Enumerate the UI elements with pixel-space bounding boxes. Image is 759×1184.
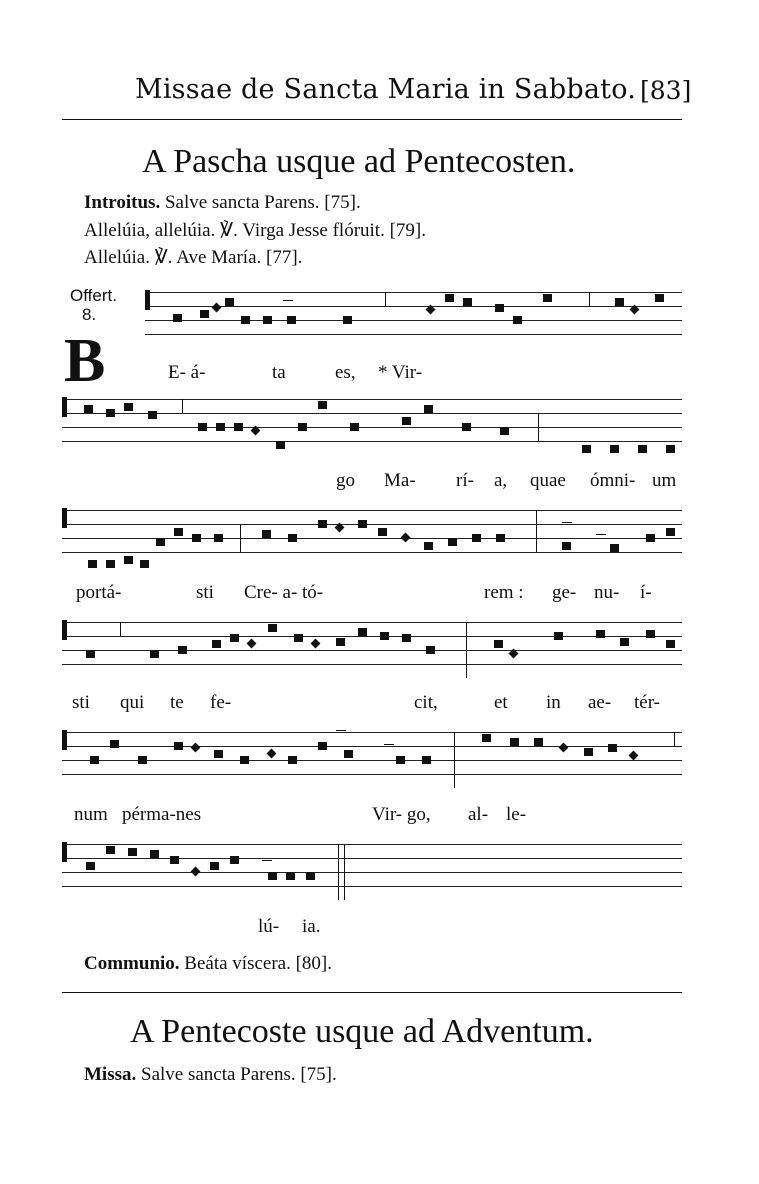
lyric-2-5: quae xyxy=(530,470,566,491)
lyric-3-2: sti xyxy=(196,582,214,603)
lyric-5-2: pérma-nes xyxy=(122,804,202,825)
lyric-4-7: in xyxy=(546,692,561,713)
lyric-2-4: a, xyxy=(494,470,508,491)
communio-line xyxy=(84,953,332,975)
lyric-2-2: Ma- xyxy=(384,470,416,491)
lyric-3-6: nu- xyxy=(594,582,620,603)
lyric-2-6: ómni- xyxy=(590,470,636,491)
staff-6 xyxy=(62,842,682,902)
lyric-1-2: ta xyxy=(272,362,286,383)
lyric-4-2: qui xyxy=(120,692,145,713)
staff-1 xyxy=(145,290,682,350)
lyric-5-4: al- xyxy=(468,804,489,825)
offertory-mode: 8. xyxy=(82,305,97,324)
lyric-3-7: í- xyxy=(640,582,652,603)
lyric-2-3: rí- xyxy=(456,470,474,491)
lyric-1-1: E- á- xyxy=(168,362,206,383)
lyric-1-4: * Vir- xyxy=(378,362,423,383)
lyric-2-1: go xyxy=(336,470,355,491)
lyric-3-1: portá- xyxy=(76,582,122,603)
section-title-pentecoste: A Pentecoste usque ad Adventum. xyxy=(130,1013,594,1050)
lyric-1-3: es, xyxy=(335,362,356,383)
lyric-4-3: te xyxy=(170,692,184,713)
page-number: [83] xyxy=(640,76,692,105)
lyric-3-3: Cre- a- tó- xyxy=(244,582,324,603)
staff-4 xyxy=(62,620,682,680)
missa-label: Missa. xyxy=(84,1064,137,1085)
section-title-pascha: A Pascha usque ad Pentecosten. xyxy=(142,143,576,180)
lyric-4-9: tér- xyxy=(634,692,660,713)
alleluia-line-2: Allelúia. ℣. Ave María. [77]. xyxy=(84,247,303,268)
lyric-6-1: lú- xyxy=(258,916,280,937)
lyric-5-1: num xyxy=(74,804,108,825)
lyric-5-3: Vir- go, xyxy=(372,804,431,825)
introitus-text: Salve sancta Parens. [75]. xyxy=(164,192,361,213)
lyric-3-4: rem : xyxy=(484,582,524,603)
lyric-4-4: fe- xyxy=(210,692,232,713)
lyric-6-2: ia. xyxy=(302,916,321,937)
lyric-4-5: cit, xyxy=(414,692,438,713)
missa-text: Salve sancta Parens. [75]. xyxy=(141,1064,337,1085)
introitus-label: Introitus. xyxy=(84,192,161,213)
section-divider xyxy=(62,992,682,993)
lyric-4-1: sti xyxy=(72,692,90,713)
initial-letter: B xyxy=(64,327,106,395)
alleluia-line-1: Allelúia, allelúia. ℣. Virga Jesse flóruit. [79]. xyxy=(84,220,426,241)
introitus-line xyxy=(84,192,361,214)
staff-5 xyxy=(62,730,682,790)
offertory-label: Offert. xyxy=(70,286,117,305)
lyric-4-8: ae- xyxy=(588,692,612,713)
lyric-2-7: um xyxy=(652,470,677,491)
running-title: Missae de Sancta Maria in Sabbato. xyxy=(135,74,636,105)
communio-label: Communio. xyxy=(84,953,180,974)
staff-3 xyxy=(62,508,682,568)
communio-text: Beáta víscera. [80]. xyxy=(184,953,333,974)
missa-line xyxy=(84,1064,337,1086)
header-rule xyxy=(62,119,682,120)
lyric-4-6: et xyxy=(494,692,508,713)
lyric-3-5: ge- xyxy=(552,582,577,603)
lyric-5-5: le- xyxy=(506,804,527,825)
staff-2 xyxy=(62,397,682,457)
